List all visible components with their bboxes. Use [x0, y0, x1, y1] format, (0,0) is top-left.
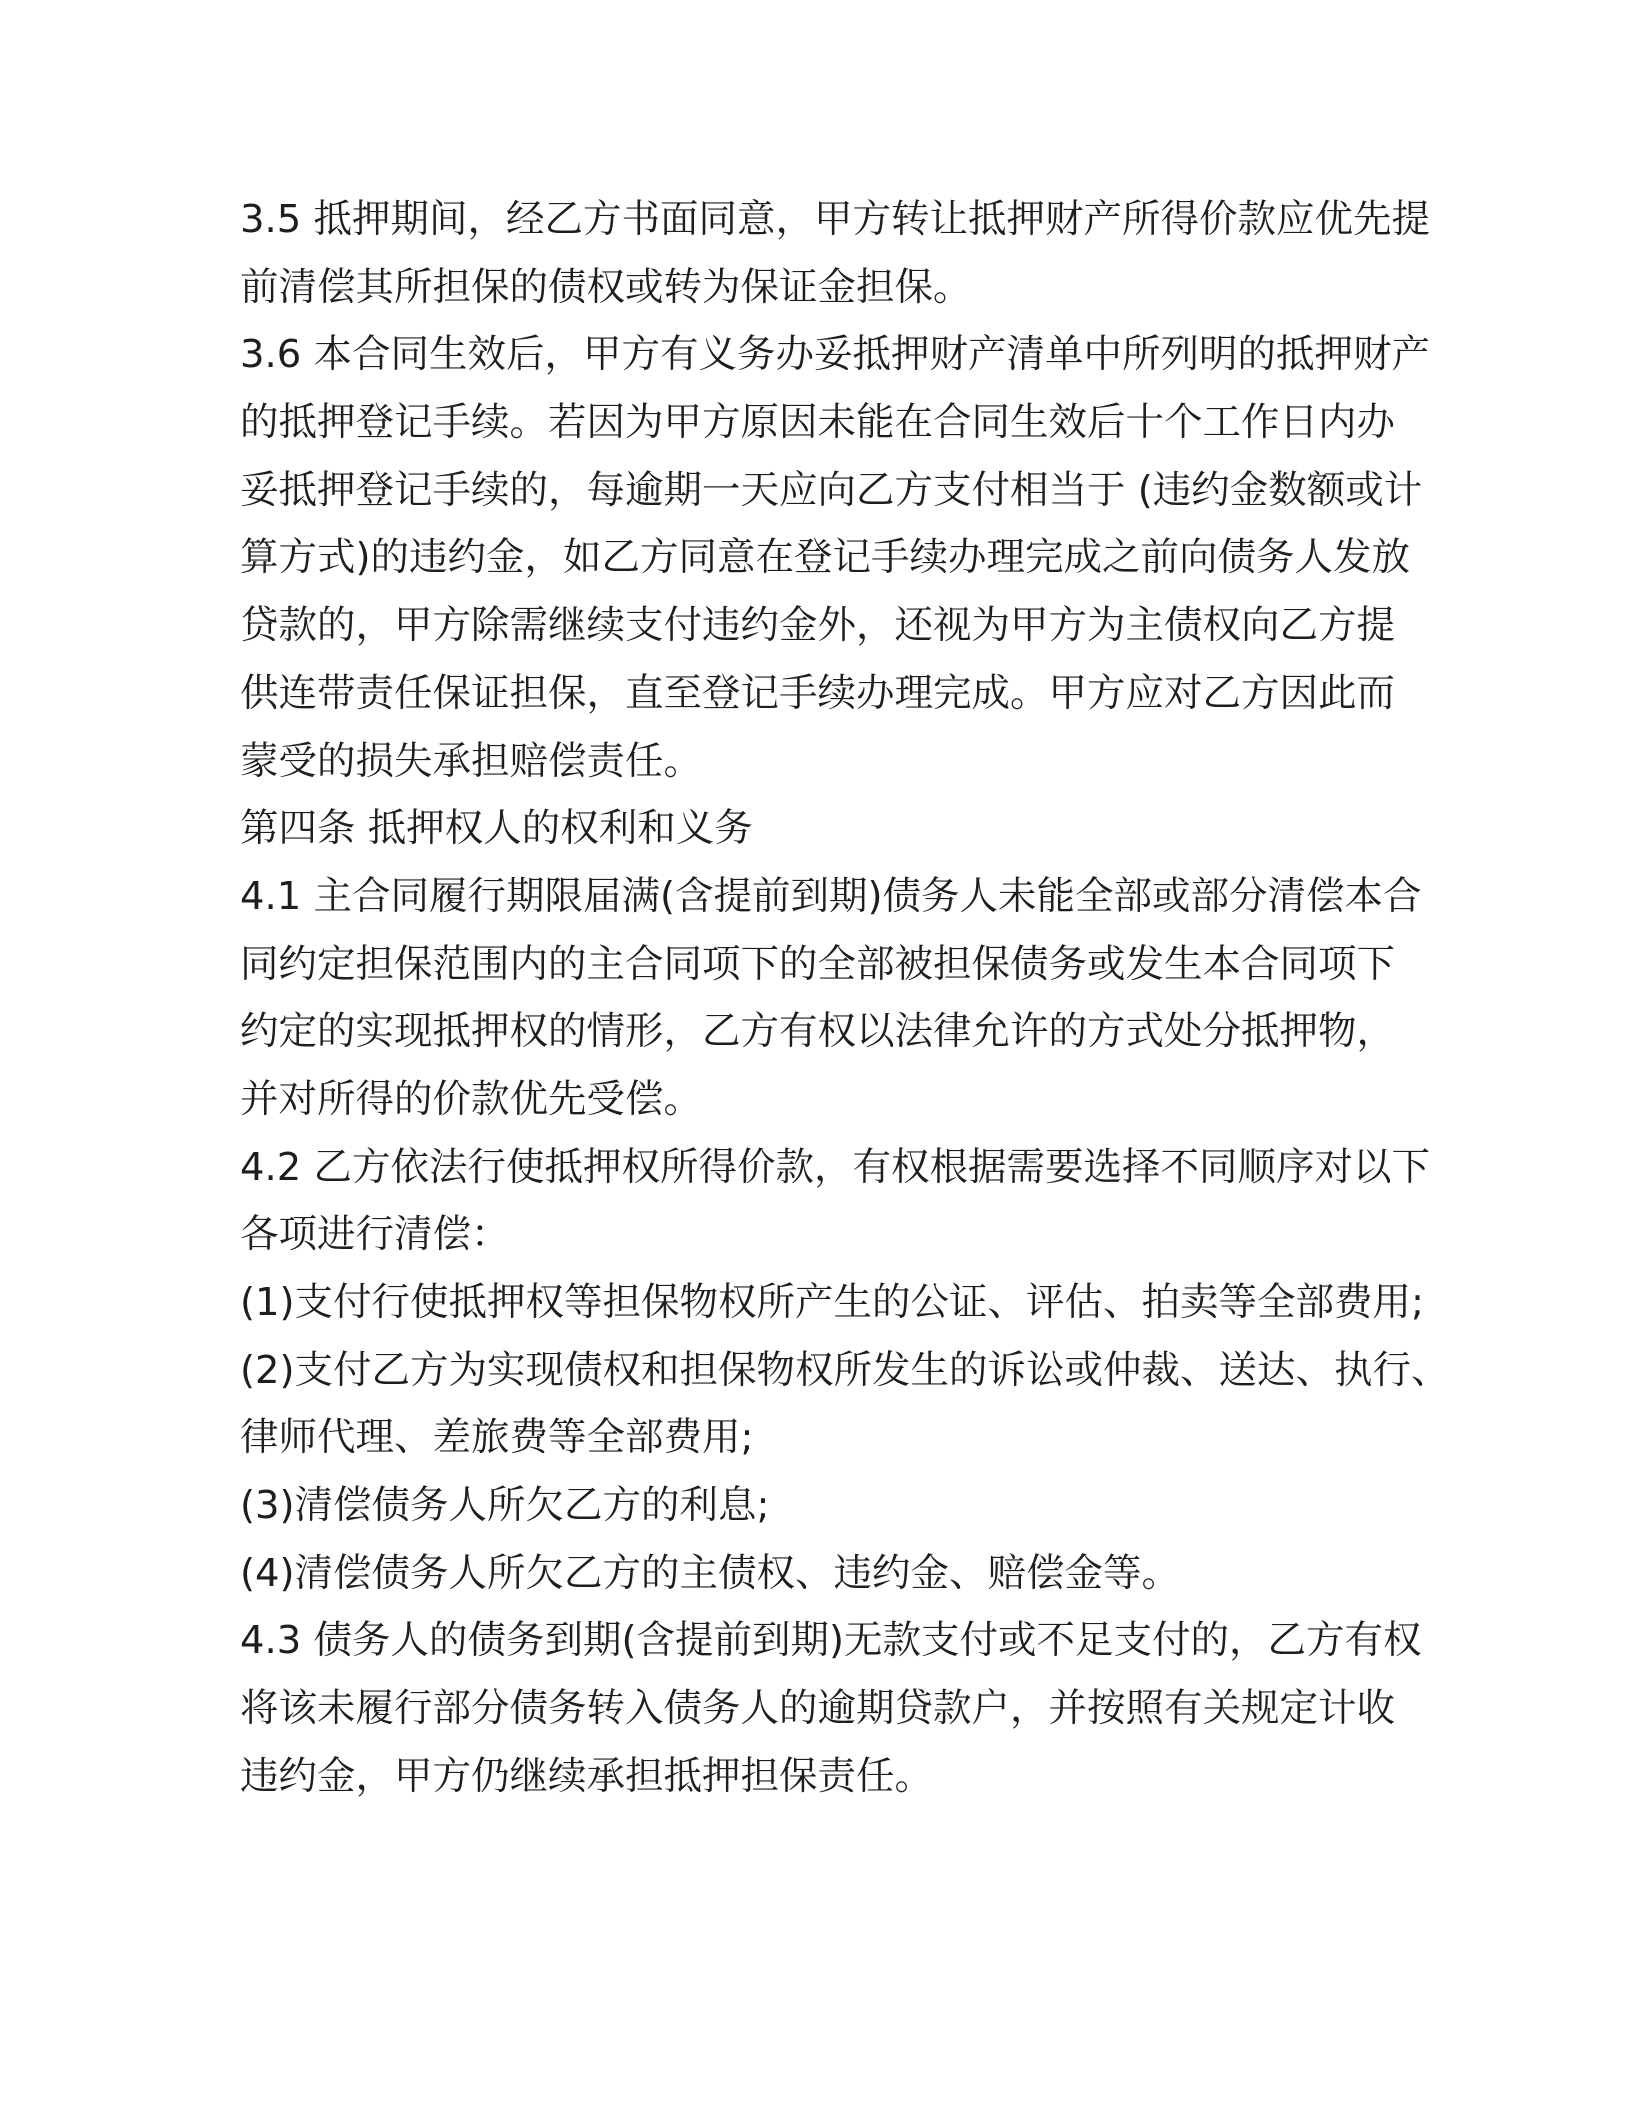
document-body	[240, 186, 1450, 1811]
clause-4-2-item-3: (3)清偿债务人所欠乙方的利息;	[240, 1483, 770, 1529]
clause-4-3-line-2: 将该未履行部分债务转入债务人的逾期贷款户，并按照有关规定计收	[240, 1686, 1396, 1732]
clause-4-1-line-4: 并对所得的价款优先受偿。	[240, 1076, 703, 1122]
clause-3-6-line-7: 蒙受的损失承担赔偿责任。	[240, 738, 703, 784]
clause-3-6-line-6: 供连带责任保证担保，直至登记手续办理完成。甲方应对乙方因此而	[240, 670, 1396, 716]
clause-3-6-line-3: 妥抵押登记手续的，每逾期一天应向乙方支付相当于 (违约金数额或计	[240, 467, 1423, 513]
clause-3-6-line-5: 贷款的，甲方除需继续支付违约金外，还视为甲方为主债权向乙方提	[240, 603, 1396, 649]
clause-4-2-item-4: (4)清偿债务人所欠乙方的主债权、违约金、赔偿金等。	[240, 1550, 1181, 1596]
clause-3-5-line-1: 3.5 抵押期间，经乙方书面同意，甲方转让抵押财产所得价款应优先提	[240, 197, 1430, 242]
clause-4-2-item-1: (1)支付行使抵押权等担保物权所产生的公证、评估、拍卖等全部费用;	[240, 1280, 1425, 1325]
clause-4-1-line-3: 约定的实现抵押权的情形，乙方有权以法律允许的方式处分抵押物，	[240, 1009, 1396, 1055]
clause-3-6-line-1: 3.6 本合同生效后，甲方有义务办妥抵押财产清单中所列明的抵押财产	[240, 332, 1430, 378]
clause-4-2-line-1: 4.2 乙方依法行使抵押权所得价款，有权根据需要选择不同顺序对以下	[240, 1144, 1430, 1190]
clause-4-2-item-2-line-2: 律师代理、差旅费等全部费用;	[240, 1415, 754, 1461]
clause-3-6-line-4: 算方式)的违约金，如乙方同意在登记手续办理完成之前向债务人发放	[240, 535, 1411, 581]
clause-4-2-line-2: 各项进行清偿：	[240, 1212, 510, 1258]
clause-4-1-line-1: 4.1 主合同履行期限届满(含提前到期)债务人未能全部或部分清偿本合	[240, 873, 1422, 919]
article-4-heading: 第四条 抵押权人的权利和义务	[240, 806, 753, 852]
clause-4-1-line-2: 同约定担保范围内的主合同项下的全部被担保债务或发生本合同项下	[240, 941, 1396, 987]
clause-4-3-line-1: 4.3 债务人的债务到期(含提前到期)无款支付或不足支付的，乙方有权	[240, 1618, 1422, 1664]
clause-4-3-line-3: 违约金，甲方仍继续承担抵押担保责任。	[240, 1753, 934, 1799]
clause-3-5-line-2: 前清偿其所担保的债权或转为保证金担保。	[240, 264, 972, 310]
clause-3-6-line-2: 的抵押登记手续。若因为甲方原因未能在合同生效后十个工作日内办	[240, 400, 1396, 446]
clause-4-2-item-2-line-1: (2)支付乙方为实现债权和担保物权所发生的诉讼或仲裁、送达、执行、	[240, 1347, 1450, 1393]
